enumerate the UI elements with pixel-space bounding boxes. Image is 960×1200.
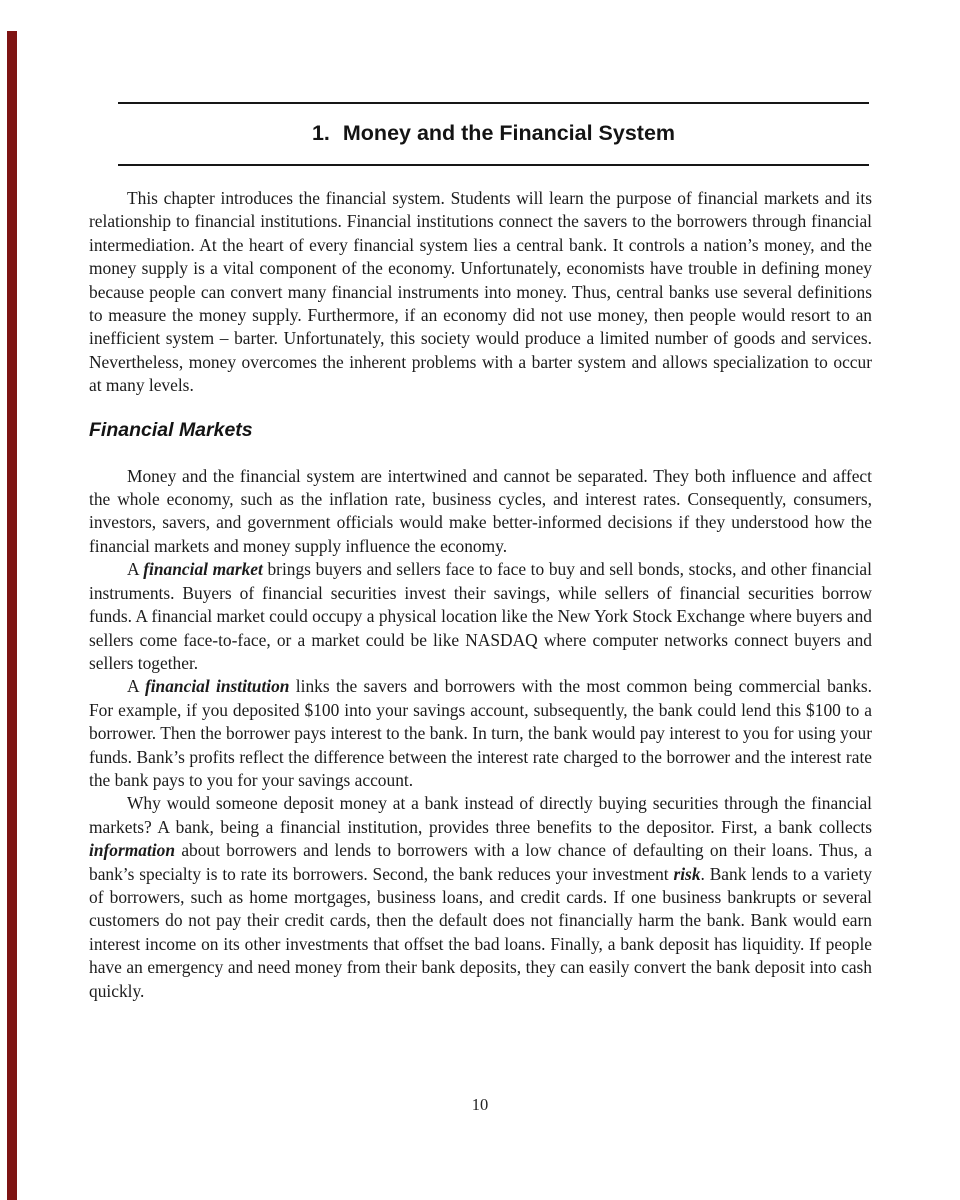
book-edge-strip xyxy=(7,31,17,1200)
text-segment: . Bank lends to a variety of borrowers, such as home mortgages, business loans, and credit cards. If one business bankrupts or several customers do not pay their credit cards, then the default does not financially harm the bank. Bank would earn interest income on its other investments that offset the bad loans. Finally, a bank deposit has liquidity. If people have an emergency and need money from their bank deposits, they can easily convert the bank deposit into cash quickly. xyxy=(89,863,872,1001)
paragraph xyxy=(89,792,872,1003)
body-text xyxy=(89,187,872,1003)
text-segment: Why would someone deposit money at a bank instead of directly buying securities through the financial markets? A bank, being a financial institution, provides three benefits to the depositor. First, a bank collects xyxy=(89,793,872,837)
header-rule-bottom xyxy=(118,164,869,166)
key-term: risk xyxy=(673,863,701,884)
key-term: information xyxy=(89,840,176,861)
paragraph xyxy=(89,558,872,675)
key-term: financial institution xyxy=(144,676,290,697)
page-number: 10 xyxy=(471,1095,489,1114)
paragraph xyxy=(89,675,872,792)
chapter-number: 1. xyxy=(311,121,330,145)
text-segment: Money and the financial system are intertwined and cannot be separated. They both influence and affect the whole economy, such as the inflation rate, business cycles, and interest rates. Consequently, consumers, investors, savers, and government officials would make better-informed decisions if they understood how the financial markets and money supply influence the economy. xyxy=(89,465,872,556)
key-term: financial market xyxy=(143,559,263,580)
chapter-header xyxy=(118,120,869,146)
header-rule-top xyxy=(118,102,869,104)
text-segment: about borrowers and lends to borrowers with a low chance of defaulting on their loans. Thus, a bank’s specialty is to rate its borrowers. Second, the bank reduces your investment xyxy=(89,840,872,884)
paragraph xyxy=(89,187,872,398)
text-segment: A xyxy=(127,559,144,580)
text-segment: links the savers and borrowers with the most common being commercial banks. For example, if you deposited $100 into your savings account, subsequently, the bank could lend this $100 to a borrower. Then the borrower pays interest to the bank. In turn, the bank would pay interest to you for using your funds. Bank’s profits reflect the difference between the interest rate charged to the borrower and the interest rate the bank pays to you for your savings account. xyxy=(89,676,873,790)
paragraph xyxy=(89,465,872,559)
chapter-title: Money and the Financial System xyxy=(342,121,676,145)
text-segment: This chapter introduces the financial system. Students will learn the purpose of financial markets and its relationship to financial institutions. Financial institutions connect the savers to the borrowers through financial intermediation. At the heart of every financial system lies a central bank. It controls a nation’s money, and the money supply is a vital component of the economy. Unfortunately, economists have trouble in defining money because people can convert many financial instruments into money. Thus, central banks use several definitions to measure the money supply. Furthermore, if an economy did not use money, then people would resort to an inefficient system – barter. Unfortunately, this society would produce a limited number of goods and services. Nevertheless, money overcomes the inherent problems with a barter system and allows specialization to occur at many levels. xyxy=(89,188,872,396)
section-heading: Financial Markets xyxy=(89,418,253,441)
text-segment: brings buyers and sellers face to face to buy and sell bonds, stocks, and other financial instruments. Buyers of financial securities invest their savings, while sellers of financial securities borrow funds. A financial market could occupy a physical location like the New York Stock Exchange where buyers and sellers come face-to-face, or a market could be like NASDAQ where computer networks connect buyers and sellers together. xyxy=(89,559,872,673)
text-segment: A xyxy=(127,676,145,697)
